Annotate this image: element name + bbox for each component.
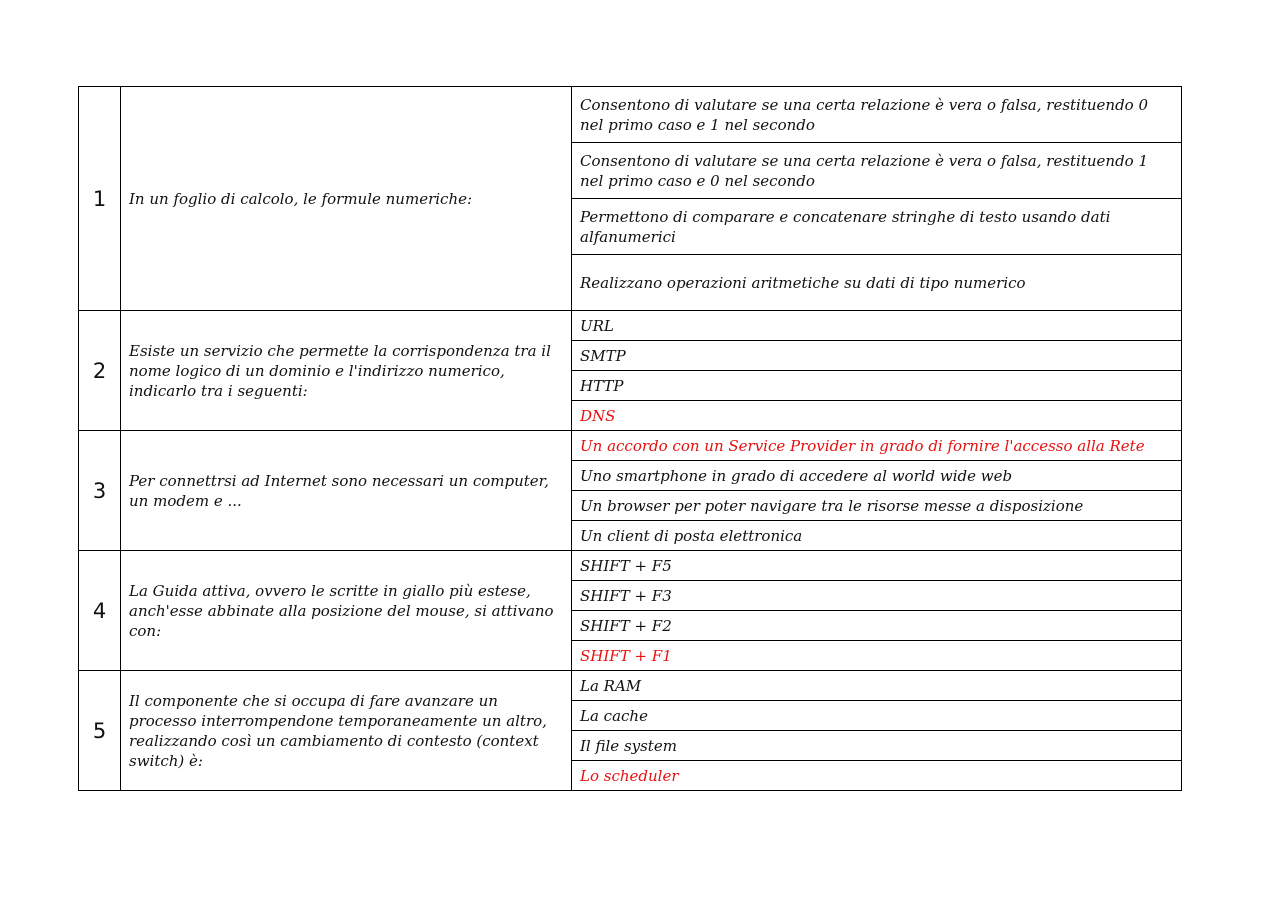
- question-text: Per connettrsi ad Internet sono necessari un computer, un modem e ...: [121, 431, 572, 551]
- question-text: Il componente che si occupa di fare avanzare un processo interrompendone temporaneamente un altro, realizzando così un cambiamento di contesto (context switch) è:: [121, 671, 572, 791]
- answer-option: SHIFT + F3: [572, 581, 1182, 611]
- answer-option: Il file system: [572, 731, 1182, 761]
- table-row: [79, 551, 1182, 581]
- answer-option: Un client di posta elettronica: [572, 521, 1182, 551]
- answer-option: HTTP: [572, 371, 1182, 401]
- question-number: 4: [79, 551, 121, 671]
- answer-option: Consentono di valutare se una certa relazione è vera o falsa, restituendo 0 nel primo caso e 1 nel secondo: [572, 87, 1182, 143]
- answer-option: SHIFT + F2: [572, 611, 1182, 641]
- question-number: 5: [79, 671, 121, 791]
- question-number: 3: [79, 431, 121, 551]
- answer-option: La RAM: [572, 671, 1182, 701]
- answer-option: La cache: [572, 701, 1182, 731]
- table-row: [79, 87, 1182, 143]
- answer-option-correct: SHIFT + F1: [572, 641, 1182, 671]
- answer-option-correct: Lo scheduler: [572, 761, 1182, 791]
- answer-option: Uno smartphone in grado di accedere al world wide web: [572, 461, 1182, 491]
- table-row: [79, 431, 1182, 461]
- table-row: [79, 311, 1182, 341]
- quiz-table: [78, 86, 1182, 791]
- question-number: 1: [79, 87, 121, 311]
- answer-option-correct: Un accordo con un Service Provider in grado di fornire l'accesso alla Rete: [572, 431, 1182, 461]
- question-text: Esiste un servizio che permette la corrispondenza tra il nome logico di un dominio e l'indirizzo numerico, indicarlo tra i seguenti:: [121, 311, 572, 431]
- question-text: La Guida attiva, ovvero le scritte in giallo più estese, anch'esse abbinate alla posizione del mouse, si attivano con:: [121, 551, 572, 671]
- answer-option: URL: [572, 311, 1182, 341]
- table-row: [79, 671, 1182, 701]
- answer-option: Consentono di valutare se una certa relazione è vera o falsa, restituendo 1 nel primo caso e 0 nel secondo: [572, 143, 1182, 199]
- answer-option: Realizzano operazioni aritmetiche su dati di tipo numerico: [572, 255, 1182, 311]
- question-text: In un foglio di calcolo, le formule numeriche:: [121, 87, 572, 311]
- answer-option: Permettono di comparare e concatenare stringhe di testo usando dati alfanumerici: [572, 199, 1182, 255]
- answer-option-correct: DNS: [572, 401, 1182, 431]
- answer-option: SHIFT + F5: [572, 551, 1182, 581]
- question-number: 2: [79, 311, 121, 431]
- answer-option: Un browser per poter navigare tra le risorse messe a disposizione: [572, 491, 1182, 521]
- answer-option: SMTP: [572, 341, 1182, 371]
